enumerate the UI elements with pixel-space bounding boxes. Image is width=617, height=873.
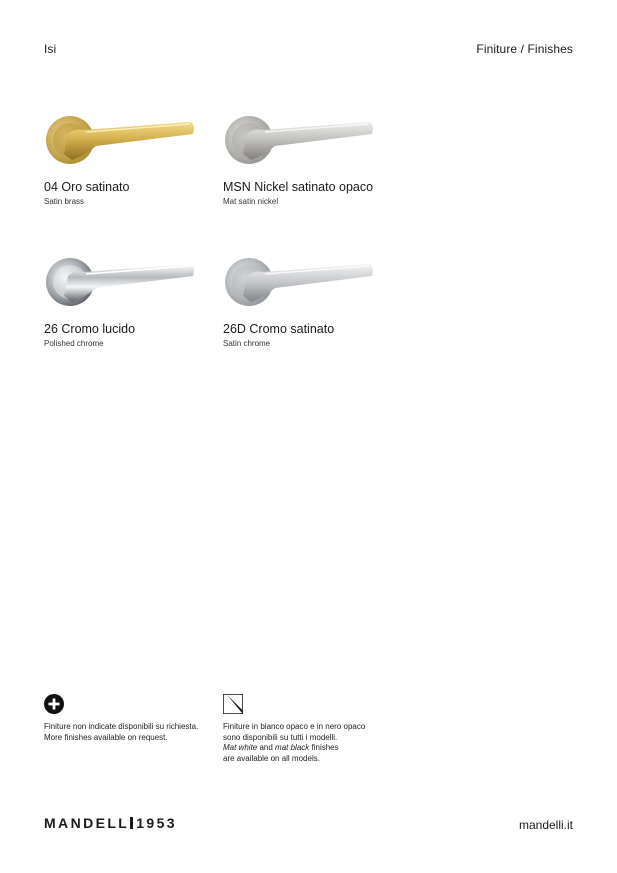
door-handle-nickel-image xyxy=(223,110,375,174)
finish-item-satin-chrome xyxy=(223,252,393,348)
finish-english-name: Satin brass xyxy=(44,197,85,206)
finish-english-name: Satin chrome xyxy=(223,339,271,348)
finish-name: 26D Cromo satinato xyxy=(223,322,335,336)
model-title: Isi xyxy=(44,42,57,56)
logo-bar xyxy=(130,817,133,829)
brand-logo: MANDELL 1953 xyxy=(44,815,177,831)
finish-english-name: Mat satin nickel xyxy=(223,197,279,206)
door-handle-brass-image xyxy=(44,110,196,174)
finish-item-nickel xyxy=(223,110,393,206)
section-title: Finiture / Finishes xyxy=(476,42,573,56)
note-black-white-text: Finiture in bianco opaco e in nero opaco sono disponibili su tutti i modelli. Mat white and mat black finishes are available on all models. xyxy=(223,722,366,763)
door-handle-polished-chrome-image xyxy=(44,252,196,316)
black-white-square-icon xyxy=(223,694,243,714)
finish-english-name: Polished chrome xyxy=(44,339,104,348)
website-link[interactable]: mandelli.it xyxy=(518,818,573,832)
door-handle-satin-chrome-image xyxy=(223,252,375,316)
finish-name: 26 Cromo lucido xyxy=(44,322,136,336)
finish-name: 04 Oro satinato xyxy=(44,180,130,194)
note-request xyxy=(44,694,219,743)
finish-name: MSN Nickel satinato opaco xyxy=(223,180,374,194)
note-request-text: Finiture non indicate disponibili su richiesta. More finishes available on request. xyxy=(44,722,199,742)
finish-item-brass xyxy=(44,110,214,206)
finish-item-polished-chrome xyxy=(44,252,214,348)
note-black-white xyxy=(223,694,413,764)
plus-circle-icon xyxy=(44,694,64,714)
